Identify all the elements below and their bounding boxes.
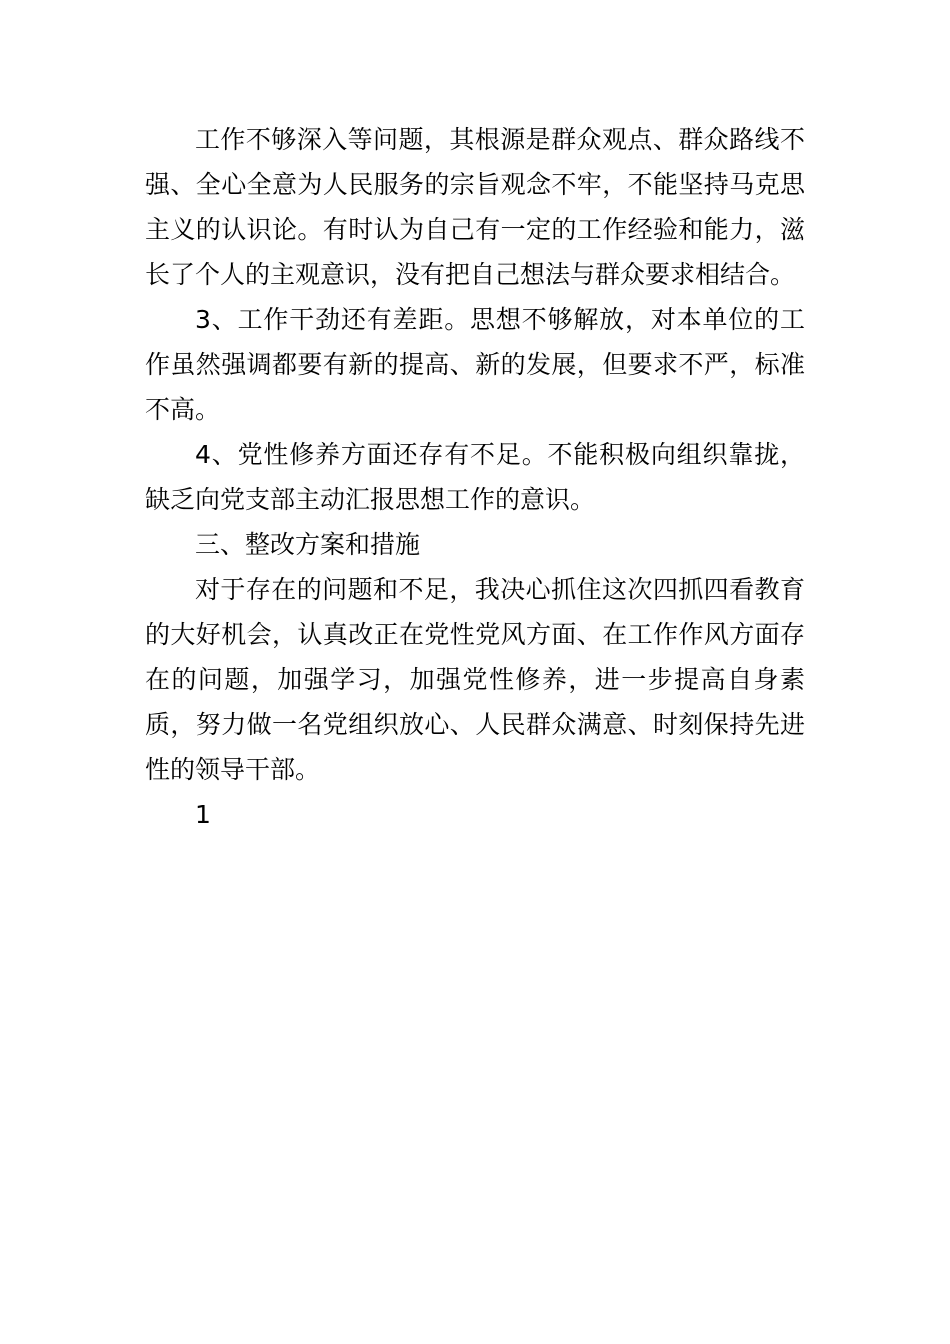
page-number: 1 xyxy=(195,800,211,829)
paragraph-party-spirit: 4、党性修养方面还存有不足。不能积极向组织靠拢，缺乏向党支部主动汇报思想工作的意识。 xyxy=(145,440,805,514)
paragraph-rectification-plan: 对于存在的问题和不足，我决心抓住这次四抓四看教育的大好机会，认真改正在党性党风方面、在工作作风方面存在的问题，加强学习，加强党性修养，进一步提高自身素质，努力做一名党组织放心、人民群众满意、时刻保持先进性的领导干部。 xyxy=(145,575,805,784)
paragraph-work-drive: 3、工作干劲还有差距。思想不够解放，对本单位的工作虽然强调都要有新的提高、新的发展，但要求不严，标准不高。 xyxy=(145,305,805,424)
document-body xyxy=(145,117,805,837)
section-heading-rectification: 三、整改方案和措施 xyxy=(195,530,421,559)
paragraph-root-cause: 工作不够深入等问题，其根源是群众观点、群众路线不强、全心全意为人民服务的宗旨观念不牢，不能坚持马克思主义的认识论。有时认为自己有一定的工作经验和能力，滋长了个人的主观意识，没有把自己想法与群众要求相结合。 xyxy=(145,125,805,289)
